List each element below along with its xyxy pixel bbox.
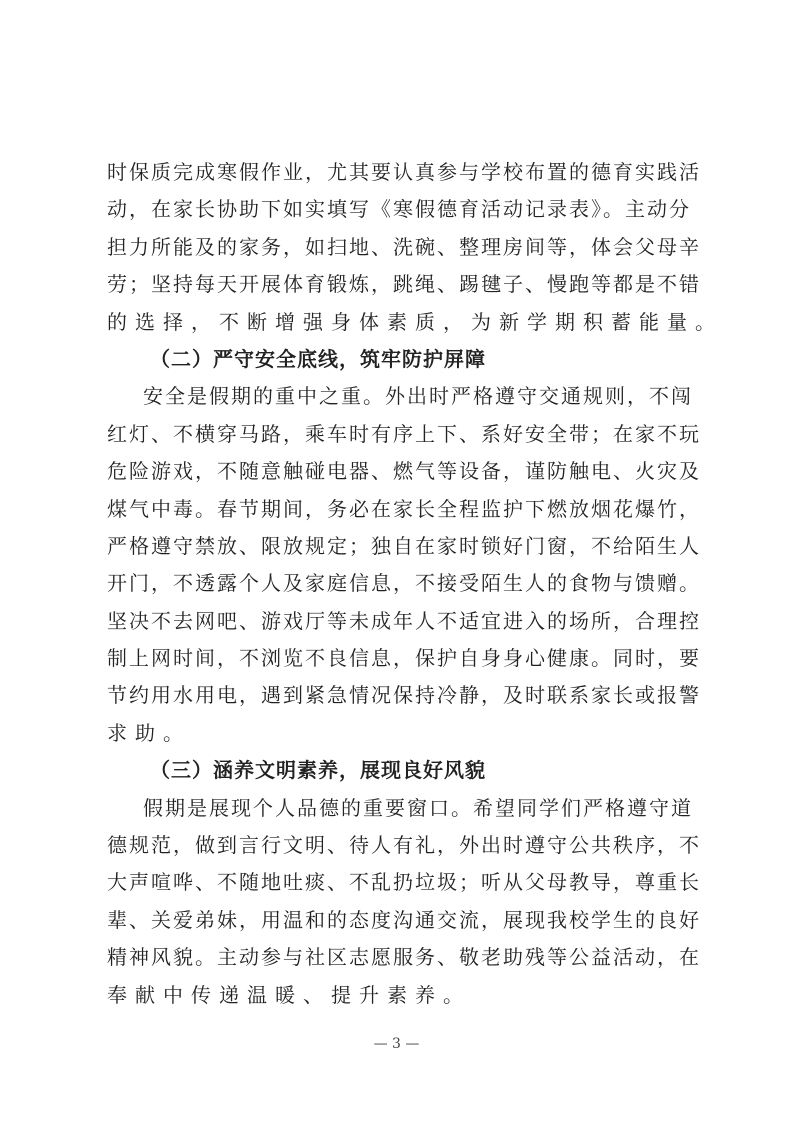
text-line: （二）严守安全底线，筑牢防护屏障 <box>150 346 486 371</box>
text-line: 危险游戏，不随意触碰电器、燃气等设备，谨防触电、火灾及 <box>107 459 701 484</box>
text-line: 劳；坚持每天开展体育锻炼，跳绳、踢毽子、慢跑等都是不错 <box>107 272 701 297</box>
text-line: 奉献中传递温暖、提升素养。 <box>107 982 471 1007</box>
text-line: 求助。 <box>107 720 191 745</box>
text-line: 的选择，不断增强身体素质，为新学期积蓄能量。 <box>107 309 723 334</box>
text-line: 制上网时间，不浏览不良信息，保护自身身心健康。同时，要 <box>107 646 701 671</box>
section-heading <box>107 752 613 789</box>
text-line: 德规范，做到言行文明、待人有礼，外出时遵守公共秩序，不 <box>107 833 701 858</box>
text-line: 红灯、不横穿马路，乘车时有序上下、系好安全带；在家不玩 <box>107 421 701 446</box>
text-line: 假期是展现个人品德的重要窗口。希望同学们严格遵守道 <box>143 795 693 820</box>
text-line: 动，在家长协助下如实填写《寒假德育活动记录表》。主动分 <box>107 197 691 222</box>
paragraph <box>107 378 701 752</box>
document-body <box>107 154 723 1014</box>
section-heading <box>107 341 613 378</box>
text-line: 担力所能及的家务，如扫地、洗碗、整理房间等，体会父母辛 <box>107 234 701 259</box>
paragraph <box>107 154 723 341</box>
text-line: 时保质完成寒假作业，尤其要认真参与学校布置的德育实践活 <box>107 160 701 184</box>
text-line: 节约用水用电，遇到紧急情况保持冷静，及时联系家长或报警 <box>107 683 701 708</box>
text-line: 辈、关爱弟妹，用温和的态度沟通交流，展现我校学生的良好 <box>107 907 701 932</box>
text-line: 严格遵守禁放、限放规定；独自在家时锁好门窗，不给陌生人 <box>107 533 701 558</box>
text-line: 大声喧哗、不随地吐痰、不乱扔垃圾；听从父母教导，尊重长 <box>107 870 701 895</box>
text-line: （三）涵养文明素养，展现良好风貌 <box>150 758 486 783</box>
text-line: 开门，不透露个人及家庭信息，不接受陌生人的食物与馈赠。 <box>107 571 701 596</box>
text-line: 安全是假期的重中之重。外出时严格遵守交通规则，不闯 <box>143 384 693 409</box>
text-line: 煤气中毒。春节期间，务必在家长全程监护下燃放烟花爆竹， <box>107 496 701 521</box>
text-line: 精神风貌。主动参与社区志愿服务、敬老助残等公益活动，在 <box>107 945 701 970</box>
paragraph <box>107 790 701 1014</box>
page-number: — 3 — <box>373 1036 420 1052</box>
text-line: 坚决不去网吧、游戏厅等未成年人不适宜进入的场所，合理控 <box>107 608 701 633</box>
